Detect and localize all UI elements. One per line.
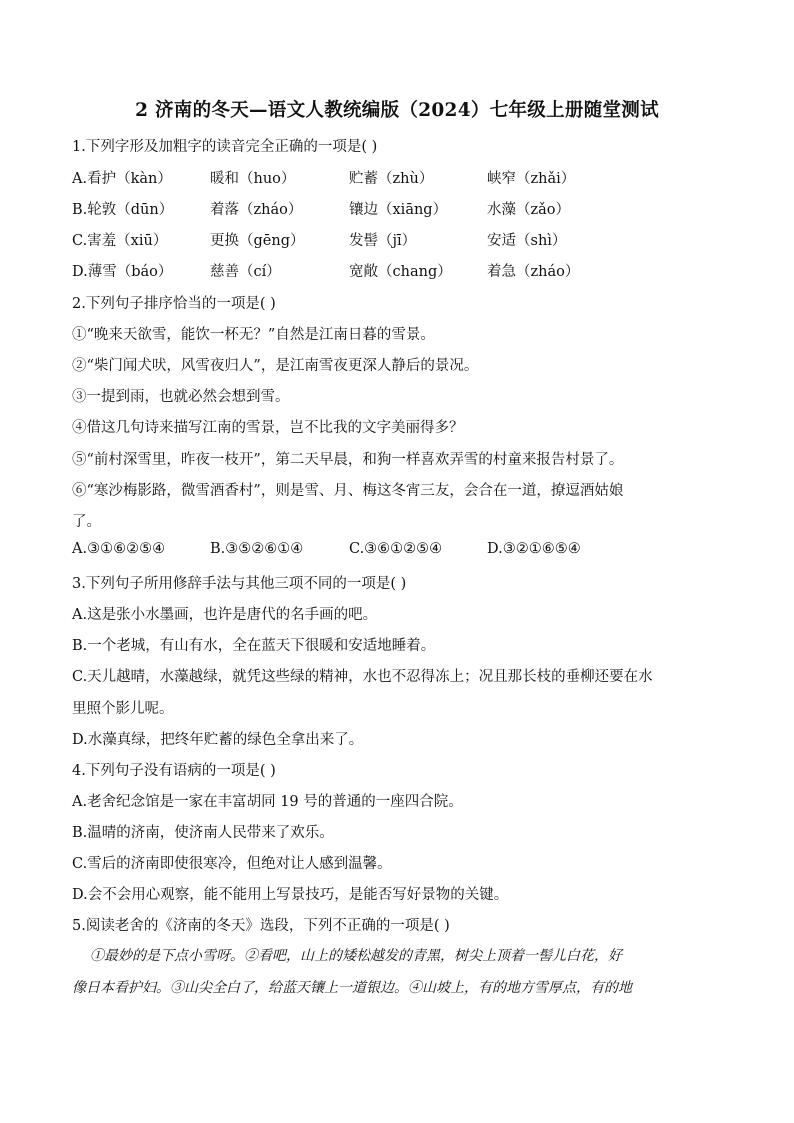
q1-d-3: 宽敞（chang） [349,264,452,280]
q1-a-3: 贮蓄（zhù） [349,171,434,187]
q2-sentence-5: ⑤“前村深雪里，昨夜一枝开”，第二天早晨，和狗一样喜欢弄雪的村童来报告村景了。 [72,452,624,468]
q2-sentence-2: ②“柴门闻犬吠，风雪夜归人”，是江南雪夜更深人静后的景况。 [72,358,479,374]
q1-row-a [72,167,722,189]
q1-b-4: 水藻（zǎo） [487,202,571,218]
q3-option-c-cont: 里照个影儿呢。 [72,701,174,717]
q5-passage-line-2: 像日本看护妇。③山尖全白了，给蓝天镶上一道银边。④山坡上，有的地方雪厚点，有的地 [72,980,632,996]
q2-option-b: B.③⑤②⑥①④ [210,541,304,557]
q4-option-d: D.会不会用心观察，能不能用上写景技巧，是能否写好景物的关键。 [72,887,509,903]
q1-a-4: 峡窄（zhǎi） [487,171,576,187]
q2-option-a: A.③①⑥②⑤④ [72,541,166,557]
q1-c-3: 发髻（jī） [349,233,417,249]
q2-stem: 2.下列句子排序恰当的一项是( ) [72,296,276,312]
q3-option-d: D.水藻真绿，把终年贮蓄的绿色全拿出来了。 [72,732,364,748]
q1-row-c [72,229,722,251]
q1-b-3: 镶边（xiāng） [349,202,448,218]
q2-options [72,541,722,563]
q1-stem: 1.下列字形及加粗字的读音完全正确的一项是( ) [72,139,378,155]
q1-a-1: A.看护（kàn） [72,171,172,187]
q1-c-4: 安适（shì） [487,233,567,249]
q1-a-2: 暖和（huo） [210,171,296,187]
q2-sentence-4: ④借这几句诗来描写江南的雪景，岂不比我的文字美丽得多？ [72,420,464,436]
q2-sentence-3: ③一提到雨，也就必然会想到雪。 [72,389,290,405]
q2-option-d: D.③②①⑥⑤④ [487,541,581,557]
q1-row-b [72,198,722,220]
q1-row-d [72,260,722,282]
q1-d-1: D.薄雪（báo） [72,264,173,280]
q3-option-b: B.一个老城，有山有水，全在蓝天下很暖和安适地睡着。 [72,638,436,654]
q4-option-b: B.温晴的济南，使济南人民带来了欢乐。 [72,825,334,841]
q3-option-a: A.这是张小水墨画，也许是唐代的名手画的吧。 [72,607,378,623]
q4-option-c: C.雪后的济南即使很寒冷，但绝对让人感到温馨。 [72,856,392,872]
q4-stem: 4.下列句子没有语病的一项是( ) [72,763,276,779]
q1-b-2: 着落（zháo） [210,202,303,218]
q5-stem: 5.阅读老舍的《济南的冬天》选段，下列不正确的一项是( ) [72,918,450,934]
q2-sentence-6: ⑥“寒沙梅影路，微雪酒香村”，则是雪、月、梅这冬宵三友，会合在一道，撩逗酒姑娘 [72,483,624,499]
q3-stem: 3.下列句子所用修辞手法与其他三项不同的一项是( ) [72,576,407,592]
q2-sentence-1: ①“晚来天欲雪，能饮一杯无？”自然是江南日暮的雪景。 [72,327,435,343]
q2-sentence-6-cont: 了。 [72,514,101,530]
q5-passage-line-1: ①最妙的是下点小雪呀。②看吧，山上的矮松越发的青黑，树尖上顶着一髻儿白花，好 [90,948,622,964]
q3-option-c: C.天儿越晴，水藻越绿，就凭这些绿的精神，水也不忍得冻上；况且那长枝的垂柳还要在水 [72,669,653,685]
q1-d-2: 慈善（cí） [210,264,281,280]
q1-d-4: 着急（zháo） [487,264,580,280]
page-title: 2 济南的冬天—语文人教统编版（2024）七年级上册随堂测试 [135,100,659,121]
q1-c-1: C.害羞（xiū） [72,233,168,249]
q1-c-2: 更换（gēng） [210,233,305,249]
q1-b-1: B.轮敦（dūn） [72,202,174,218]
q2-option-c: C.③⑥①②⑤④ [349,541,443,557]
q4-option-a: A.老舍纪念馆是一家在丰富胡同 19 号的普通的一座四合院。 [72,794,463,810]
